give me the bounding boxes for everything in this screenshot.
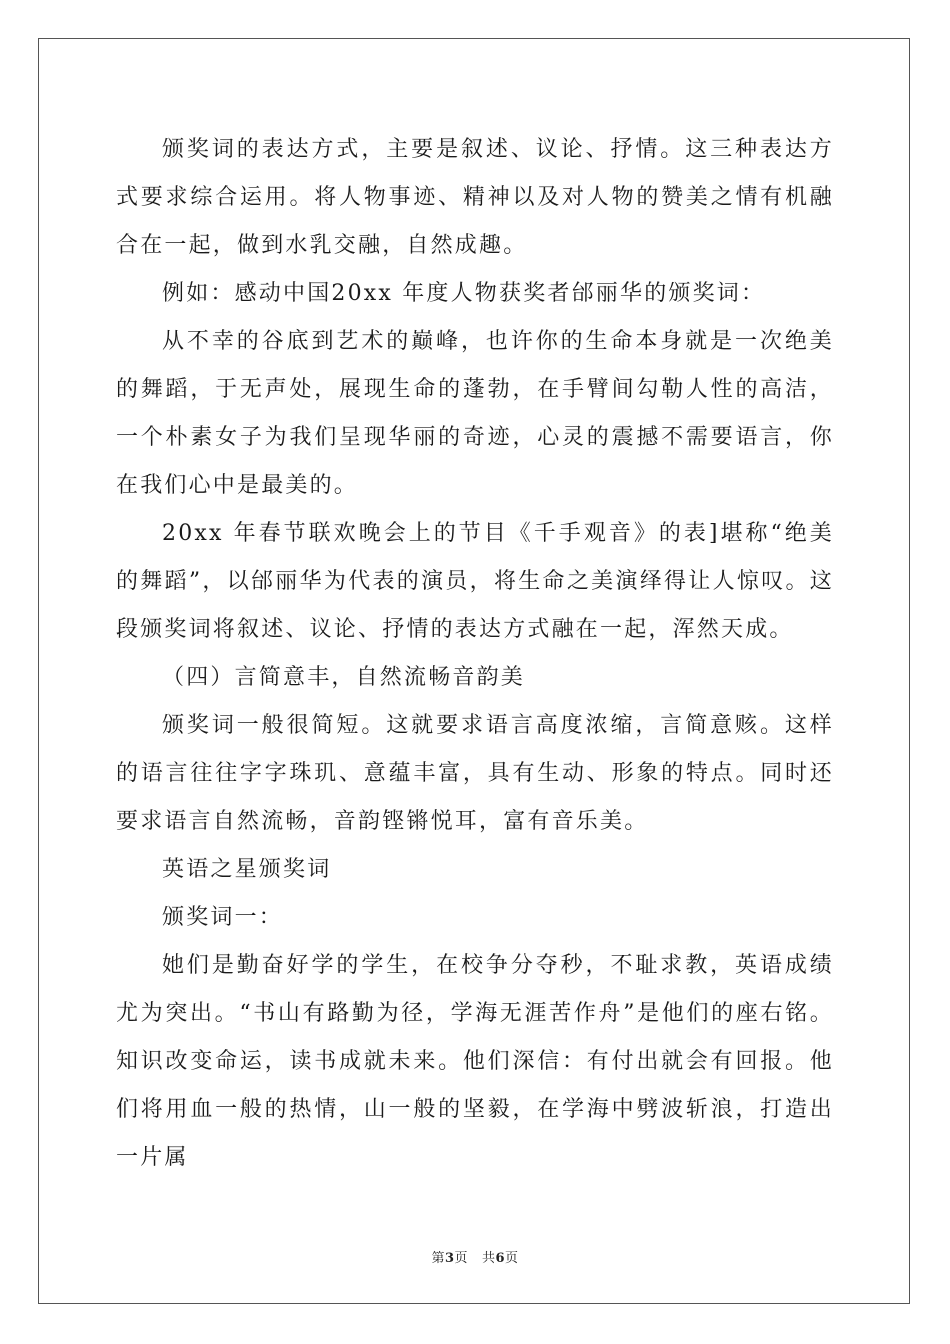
page-footer [0, 1247, 950, 1266]
subheading-citation-one: 颁奖词一： [162, 905, 284, 930]
page-suffix: 页 [454, 1251, 469, 1266]
paragraph-expression-methods: 颁奖词的表达方式，主要是叙述、议论、抒情。这三种表达方式要求综合运用。将人物事迹、精神以及对人物的赞美之情有机融合在一起，做到水乳交融，自然成趣。 [116, 137, 834, 258]
section-heading-four: （四）言简意丰，自然流畅音韵美 [162, 665, 526, 690]
paragraph-citation-one-text: 她们是勤奋好学的学生，在校争分夺秒，不耻求教，英语成绩尤为突出。“书山有路勤为径，学海无涯苦作舟”是他们的座右铭。知识改变命运，读书成就未来。他们深信：有付出就会有回报。他们将用血一般的热情，山一般的坚毅，在学海中劈波斩浪，打造出一片属 [116, 953, 834, 1170]
page-prefix: 第 [431, 1251, 445, 1266]
paragraph-concise-language: 颁奖词一般很简短。这就要求语言高度浓缩，言简意赅。这样的语言往往字字珠玑、意蕴丰富，具有生动、形象的特点。同时还要求语言自然流畅，音韵铿锵悦耳，富有音乐美。 [116, 713, 834, 834]
total-pages-number: 6 [495, 1251, 506, 1266]
total-suffix: 页 [505, 1251, 519, 1266]
paragraph-example-intro: 例如：感动中国20xx 年度人物获奖者邰丽华的颁奖词： [162, 281, 766, 306]
total-prefix: 共 [481, 1251, 496, 1266]
document-body [116, 126, 834, 1182]
paragraph-analysis: 20xx 年春节联欢晚会上的节目《千手观音》的表]堪称“绝美的舞蹈”，以邰丽华为代表的演员，将生命之美演绎得让人惊叹。这段颁奖词将叙述、议论、抒情的表达方式融在一起，浑然天成。 [116, 521, 834, 642]
section-title-english-star: 英语之星颁奖词 [162, 857, 332, 882]
paragraph-award-citation: 从不幸的谷底到艺术的巅峰，也许你的生命本身就是一次绝美的舞蹈，于无声处，展现生命的蓬勃，在手臂间勾勒人性的高洁，一个朴素女子为我们呈现华丽的奇迹，心灵的震撼不需要语言，你在我们心中是最美的。 [116, 329, 834, 498]
current-page-number: 3 [444, 1251, 455, 1266]
